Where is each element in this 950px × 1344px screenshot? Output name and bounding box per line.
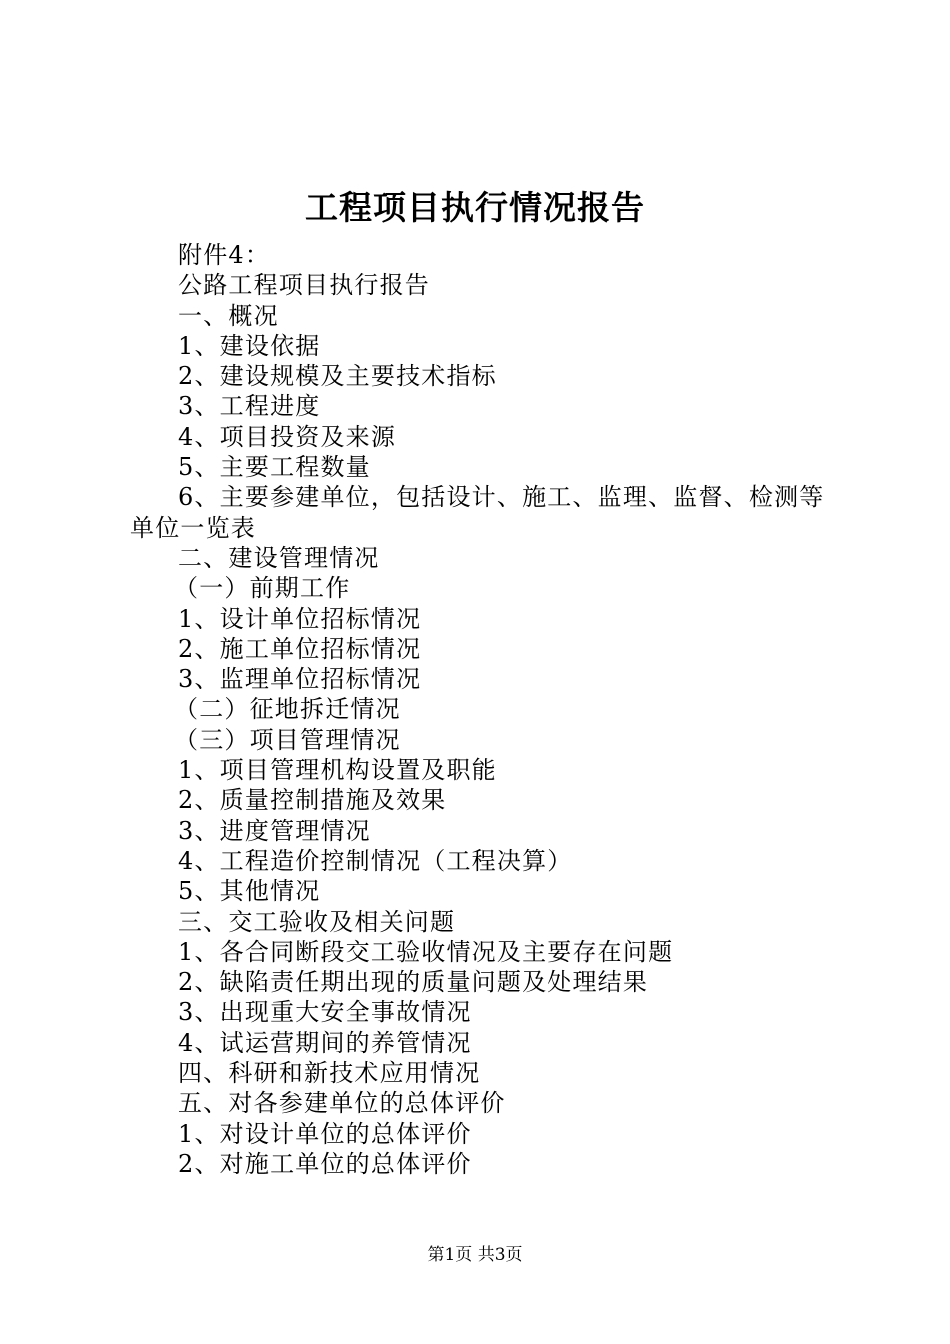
body-line: 3、进度管理情况: [178, 816, 371, 845]
body-line: 一、概况: [178, 301, 279, 330]
body-line: 6、主要参建单位，包括设计、施工、监理、监督、检测等: [178, 483, 825, 512]
body-line: （三）项目管理情况: [174, 725, 401, 754]
body-line: 4、工程造价控制情况（工程决算）: [178, 846, 573, 875]
body-line: 4、项目投资及来源: [178, 422, 397, 451]
body-line: 4、试运营期间的养管情况: [178, 1028, 472, 1057]
body-line: 1、各合同断段交工验收情况及主要存在问题: [178, 937, 674, 966]
body-line: 二、建设管理情况: [178, 543, 380, 572]
body-line: 3、监理单位招标情况: [178, 665, 422, 694]
body-line: 3、出现重大安全事故情况: [178, 998, 472, 1027]
body-line: 附件4：: [178, 241, 271, 269]
body-line: 2、施工单位招标情况: [178, 634, 422, 663]
body-line: 公路工程项目执行报告: [178, 271, 430, 300]
body-line: 2、建设规模及主要技术指标: [178, 362, 497, 391]
document-body: [130, 240, 830, 1179]
body-line: 1、项目管理机构设置及职能: [178, 756, 497, 785]
body-line: 1、对设计单位的总体评价: [178, 1119, 472, 1148]
body-line: 2、对施工单位的总体评价: [178, 1149, 472, 1178]
document-title: 工程项目执行情况报告: [305, 188, 645, 227]
body-line: 四、科研和新技术应用情况: [178, 1059, 481, 1088]
body-line: 1、建设依据: [178, 331, 321, 360]
body-line: 五、对各参建单位的总体评价: [178, 1089, 506, 1118]
body-line: 单位一览表: [130, 513, 256, 542]
body-line: 3、工程进度: [178, 392, 321, 421]
body-line: （一）前期工作: [174, 574, 351, 603]
body-line: 三、交工验收及相关问题: [178, 907, 456, 936]
body-line: 5、其他情况: [178, 877, 321, 906]
body-line: 5、主要工程数量: [178, 453, 371, 482]
body-line: 2、缺陷责任期出现的质量问题及处理结果: [178, 968, 649, 997]
body-line: （二）征地拆迁情况: [174, 695, 401, 724]
body-line: 2、质量控制措施及效果: [178, 786, 447, 815]
page-number-footer: 第1页 共3页: [427, 1245, 523, 1265]
body-line: 1、设计单位招标情况: [178, 604, 422, 633]
